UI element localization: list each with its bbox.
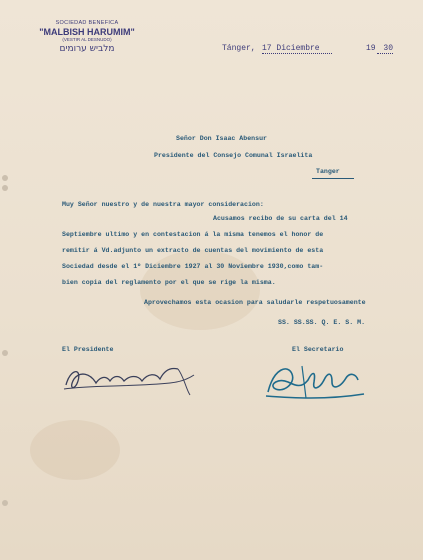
letterhead-name: "MALBISH HARUMIM": [39, 27, 135, 37]
punch-hole: [2, 500, 8, 506]
date-year-suffix: 30: [377, 44, 393, 54]
letterhead-hebrew: מלביש ערומים: [59, 44, 115, 54]
addressee-name: Señor Don Isaac Abensur: [176, 135, 268, 142]
punch-hole: [2, 175, 8, 181]
date-line: [222, 44, 402, 58]
paragraph-line-2: Septiembre ultimo y en contestacion á la misma tenemos el honor de: [62, 231, 324, 238]
paragraph-line-1: Acusamos recibo de su carta del 14: [213, 215, 348, 222]
paragraph-line-4: Sociedad desde el 1º Diciembre 1927 al 30 Noviembre 1930,como tam-: [62, 263, 324, 270]
paragraph-line-3: remitir á Vd.adjunto un extracto de cuentas del movimiento de esta: [62, 247, 324, 254]
letterhead-org: SOCIEDAD BENEFICA: [55, 20, 119, 26]
closing-line: Aprovechamos esta ocasion para saludarle respetuosamente: [144, 299, 366, 306]
addressee-city: Tanger: [316, 168, 340, 175]
date-year-prefix: 19: [366, 44, 376, 53]
punch-hole: [2, 185, 8, 191]
closing-formula: SS. SS.SS. Q. E. S. M.: [278, 319, 366, 326]
president-label: El Presidente: [62, 346, 114, 353]
addressee-title: Presidente del Consejo Comunal Israelita: [154, 152, 313, 159]
date-city: Tánger,: [222, 44, 256, 53]
secretary-signature: [262, 358, 372, 406]
paragraph-line-5: bien copia del reglamento por el que se rige la misma.: [62, 279, 276, 286]
salutation: Muy Señor nuestro y de nuestra mayor consideracion:: [62, 201, 264, 208]
secretary-label: El Secretario: [292, 346, 344, 353]
paper-stain: [30, 420, 120, 480]
punch-hole: [2, 350, 8, 356]
addressee-underline: [312, 178, 354, 179]
president-signature: [60, 355, 210, 400]
date-day-month: 17 Diciembre: [262, 44, 332, 54]
letterhead-subtitle: (VESTIR AL DESNUDO): [62, 37, 112, 42]
letterhead: [12, 20, 162, 54]
